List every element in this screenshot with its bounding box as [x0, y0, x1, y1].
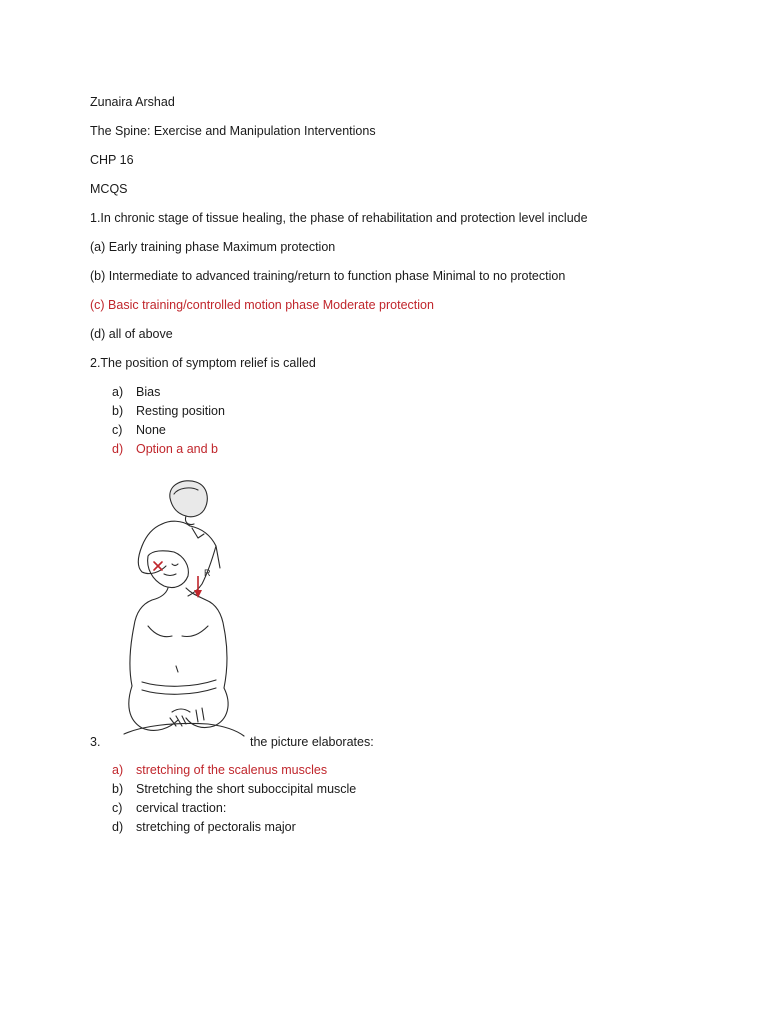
question-3-number: 3. — [90, 735, 101, 749]
figure-label: R — [204, 568, 211, 578]
document-title: The Spine: Exercise and Manipulation Interventions — [90, 124, 376, 138]
question-2-option-b: b) Resting position — [112, 404, 225, 418]
stretching-drawing — [112, 476, 252, 738]
question-2-option-d-answer: d) Option a and b — [112, 442, 219, 456]
question-3-text: the picture elaborates: — [250, 735, 374, 749]
question-3-option-b: b) Stretching the short suboccipital muscle — [112, 782, 357, 796]
question-3-option-a-answer: a) stretching of the scalenus muscles — [112, 763, 328, 777]
question-3-option-d: d) stretching of pectoralis major — [112, 820, 296, 834]
question-1-option-c-answer: (c) Basic training/controlled motion phase Moderate protection — [90, 298, 434, 312]
question-1-text: 1.In chronic stage of tissue healing, the phase of rehabilitation and protection level include — [90, 211, 588, 225]
question-1-option-a: (a) Early training phase Maximum protection — [90, 240, 336, 254]
section-label: MCQS — [90, 182, 128, 196]
force-marker-icon — [154, 562, 162, 570]
chapter-label: CHP 16 — [90, 153, 134, 167]
question-1-option-d: (d) all of above — [90, 327, 173, 341]
stretching-illustration — [112, 476, 252, 738]
question-1-option-b: (b) Intermediate to advanced training/return to function phase Minimal to no protection — [90, 269, 566, 283]
question-2-option-c: c) None — [112, 423, 166, 437]
question-2-option-a: a) Bias — [112, 385, 161, 399]
question-2-options — [112, 383, 225, 459]
author-name: Zunaira Arshad — [90, 95, 175, 109]
question-3-option-c: c) cervical traction: — [112, 801, 227, 815]
question-3-options — [112, 761, 356, 837]
question-2-text: 2.The position of symptom relief is called — [90, 356, 316, 370]
